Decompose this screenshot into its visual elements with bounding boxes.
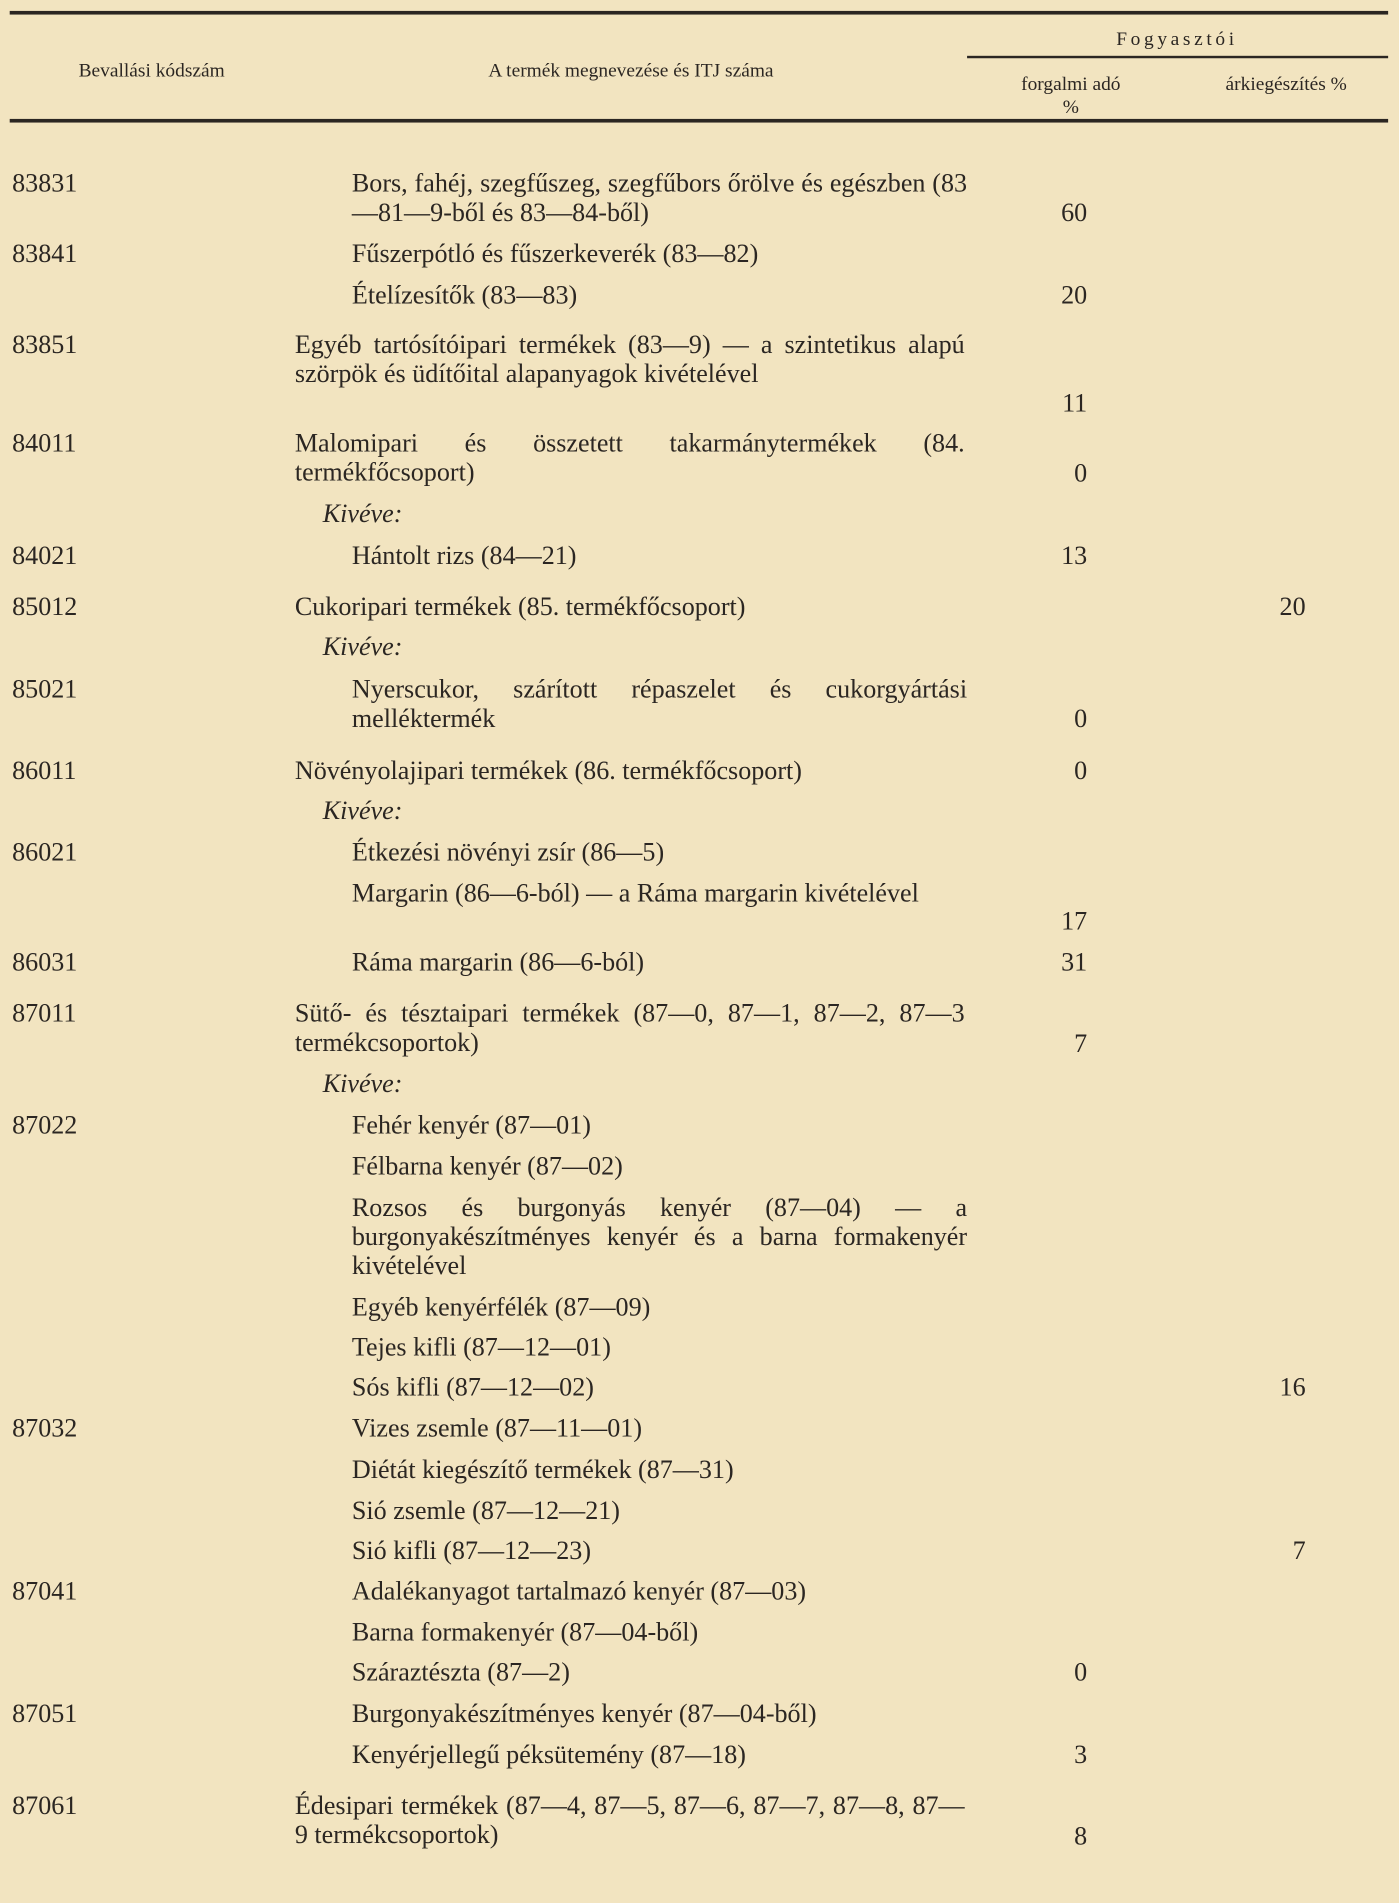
row-fa: 7 [1074, 1028, 1088, 1059]
row-text: Sütő- és tésztaipari termékek (87—0, 87—1, 87—2, 87—3 termékcsoportok) [294, 998, 965, 1057]
row-fa: 17 [1061, 906, 1088, 936]
row-code: 83851 [12, 330, 78, 360]
row-fa: 8 [1074, 1821, 1088, 1851]
row-text: Margarin (86—6-ból) — a Ráma margarin kivételével [351, 878, 919, 908]
row-text: Sió zsemle (87—12—21) [351, 1496, 620, 1526]
row-text: Száraztészta (87—2) [351, 1657, 570, 1687]
row-fa: 20 [1061, 280, 1088, 310]
row-code: 87011 [12, 998, 77, 1028]
row-fa: 3 [1074, 1740, 1088, 1770]
row-code: 83831 [12, 168, 78, 198]
row-text: Félbarna kenyér (87—02) [351, 1151, 623, 1181]
row-code: 85012 [12, 592, 78, 622]
row-text: Bors, fahéj, szegfűszeg, szegfűbors őrölve és egészben (83—81—9-ből és 83—84-ből) [351, 168, 968, 227]
row-fa: 0 [1074, 703, 1088, 733]
row-text: Burgonyakészítményes kenyér (87—04-ből) [351, 1698, 817, 1728]
row-text: Diétát kiegészítő termékek (87—31) [351, 1454, 734, 1484]
row-text: Egyéb tartósítóipari termékek (83—9) — a szintetikus alapú szörpök és üdítőital alapanyagok kivételével [294, 330, 965, 389]
row-text: Rozsos és burgonyás kenyér (87—04) — a burgonyakészítményes kenyér és a barna formakenyér kivételével [351, 1192, 968, 1281]
row-fa: 0 [1074, 755, 1088, 786]
row-text: Sós kifli (87—12—02) [351, 1372, 594, 1402]
row-ak: 7 [1292, 1536, 1306, 1566]
row-text: Növényolajipari termékek (86. termékfőcsoport) [294, 755, 802, 786]
row-code: 84021 [12, 541, 78, 571]
row-fa: 13 [1061, 541, 1088, 571]
row-code: 86011 [12, 755, 77, 786]
row-text: Ételízesítők (83—83) [351, 280, 578, 310]
group-rule [967, 56, 1388, 58]
row-text: Barna formakenyér (87—04-ből) [351, 1617, 699, 1647]
header-group: Fogyasztói [1116, 29, 1238, 50]
row-code: 85021 [12, 674, 78, 704]
row-text: Étkezési növényi zsír (86—5) [351, 837, 665, 867]
row-text: Tejes kifli (87—12—01) [351, 1332, 611, 1362]
kiveve-label: Kivéve: [322, 1069, 403, 1099]
header-ak: árkiegészítés % [1225, 74, 1347, 95]
top-rule [10, 11, 1388, 15]
row-text: Cukoripari termékek (85. termékfőcsoport) [294, 592, 746, 622]
row-fa: 11 [1062, 388, 1088, 418]
row-code: 87022 [12, 1110, 78, 1140]
header-bottom-rule [10, 119, 1388, 123]
row-text: Malomipari és összetett takarmánytermékek (84. termékfőcsoport) [294, 428, 965, 487]
row-text: Sió kifli (87—12—23) [351, 1536, 592, 1566]
kiveve-label: Kivéve: [322, 498, 403, 528]
row-fa: 60 [1061, 197, 1088, 227]
row-text: Fűszerpótló és fűszerkeverék (83—82) [351, 239, 759, 269]
row-fa: 31 [1061, 947, 1088, 977]
row-text: Hántolt rizs (84—21) [351, 541, 577, 571]
header-fa: forgalmi adó % [1021, 74, 1121, 118]
kiveve-label: Kivéve: [322, 632, 403, 662]
row-text: Kenyérjellegű péksütemény (87—18) [351, 1740, 746, 1770]
row-code: 86031 [12, 947, 78, 977]
kiveve-label: Kivéve: [322, 795, 403, 826]
row-code: 87041 [12, 1576, 78, 1606]
row-text: Ráma margarin (86—6-ból) [351, 947, 645, 977]
row-text: Adalékanyagot tartalmazó kenyér (87—03) [351, 1576, 807, 1606]
row-code: 87032 [12, 1413, 78, 1443]
row-text: Édesipari termékek (87—4, 87—5, 87—6, 87—7, 87—8, 87—9 termékcsoportok) [294, 1790, 965, 1850]
row-text: Egyéb kenyérfélék (87—09) [351, 1292, 651, 1322]
row-code: 84011 [12, 428, 77, 458]
row-fa: 0 [1074, 458, 1088, 488]
row-ak: 20 [1279, 592, 1306, 622]
row-code: 87061 [12, 1790, 78, 1821]
row-text: Fehér kenyér (87—01) [351, 1110, 591, 1140]
row-text: Nyerscukor, szárított répaszelet és cukorgyártási melléktermék [351, 674, 968, 733]
row-code: 86021 [12, 837, 78, 867]
header-name: A termék megnevezése és ITJ száma [488, 60, 774, 82]
header-code: Bevallási kódszám [78, 60, 225, 82]
row-ak: 16 [1279, 1372, 1306, 1402]
row-code: 83841 [12, 239, 78, 269]
row-text: Vizes zsemle (87—11—01) [351, 1413, 643, 1443]
row-fa: 0 [1074, 1657, 1088, 1687]
row-code: 87051 [12, 1698, 78, 1728]
